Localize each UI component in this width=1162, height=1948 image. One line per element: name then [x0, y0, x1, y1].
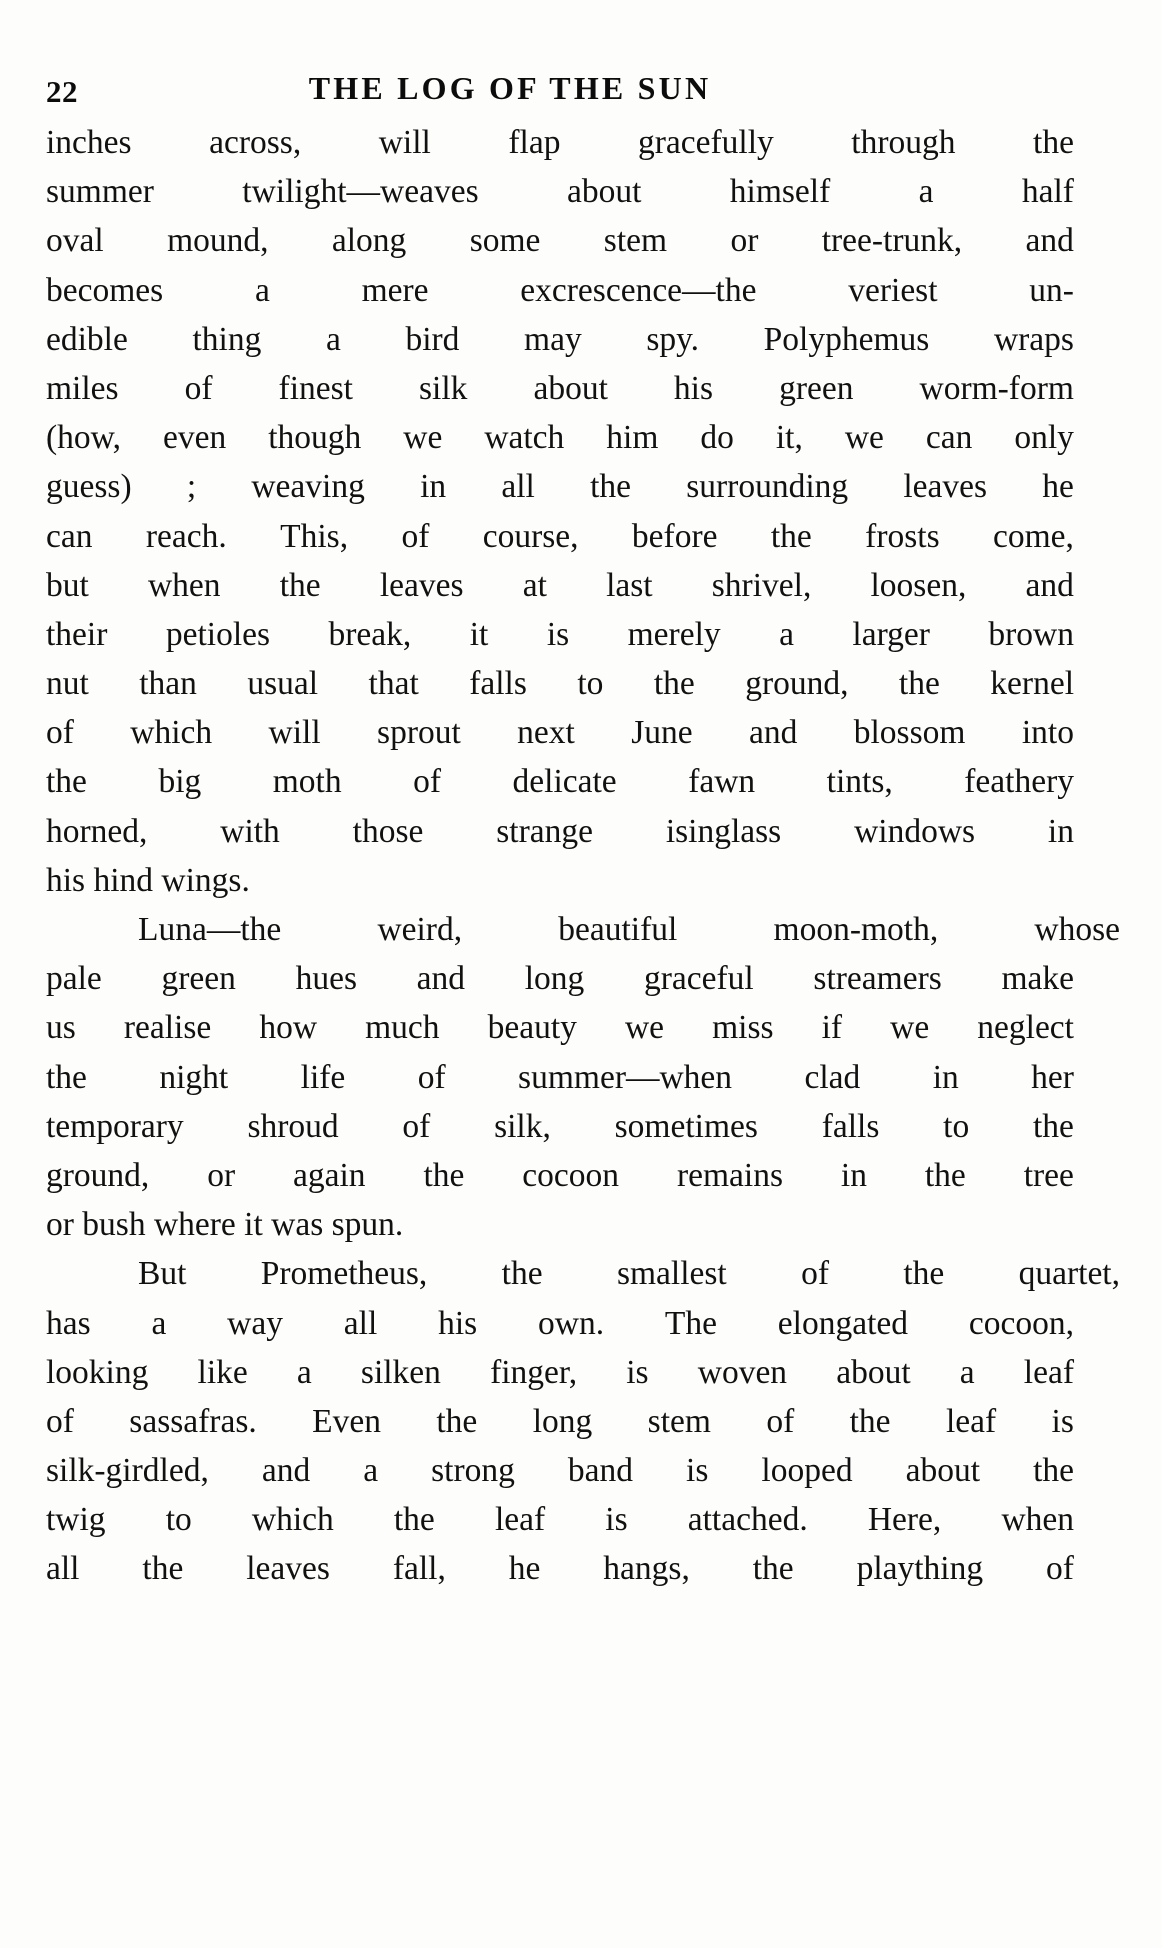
word: about	[566, 173, 642, 211]
word: weaving	[251, 468, 365, 506]
word: woven	[697, 1353, 788, 1391]
text-line	[46, 610, 1074, 659]
word: fall,	[392, 1550, 446, 1588]
text-line	[46, 216, 1074, 265]
word: June	[631, 714, 693, 752]
word: whose	[1034, 911, 1120, 948]
word: a	[325, 320, 341, 358]
word: again	[293, 1156, 366, 1194]
word: surrounding	[686, 468, 849, 506]
word: horned,	[46, 812, 148, 850]
word: we	[890, 1009, 930, 1047]
text-line	[46, 807, 1074, 856]
word: the	[501, 1255, 543, 1293]
word: their	[46, 615, 108, 653]
word: gracefully	[637, 124, 774, 161]
word: night	[159, 1058, 229, 1096]
word: smallest	[616, 1255, 727, 1293]
word: elongated	[777, 1304, 909, 1342]
text-line	[92, 905, 1120, 954]
word: brown	[988, 615, 1074, 653]
word: ground,	[745, 665, 849, 703]
word: miles	[46, 369, 119, 407]
word: larger	[852, 615, 930, 653]
word: leaves	[903, 468, 988, 506]
word: make	[1001, 960, 1074, 998]
word: a	[254, 271, 270, 309]
word: and	[1025, 566, 1074, 604]
word: it,	[775, 419, 803, 457]
word: hues	[295, 960, 357, 998]
word: moon-moth,	[773, 911, 939, 948]
word: in	[932, 1058, 959, 1096]
word: bird	[405, 320, 460, 358]
word: much	[365, 1009, 440, 1047]
word: leaves	[246, 1550, 330, 1588]
word: silk	[419, 369, 468, 407]
text-line	[46, 954, 1074, 1003]
word: cocoon	[522, 1156, 620, 1194]
word: silken	[360, 1353, 441, 1391]
word: quartet,	[1018, 1255, 1120, 1293]
word: into	[1021, 714, 1074, 752]
word: the	[903, 1255, 945, 1293]
paragraph	[46, 118, 1086, 905]
word: the	[1032, 1107, 1074, 1145]
word: big	[158, 763, 202, 801]
word: a	[151, 1304, 167, 1342]
word: that	[368, 665, 419, 703]
word: next	[517, 714, 575, 752]
word: the	[898, 665, 940, 703]
word: the	[46, 1058, 87, 1096]
word: of	[413, 763, 442, 801]
word: neglect	[977, 1009, 1074, 1047]
word: his	[673, 369, 714, 407]
word: has	[46, 1304, 91, 1342]
word: spy.	[646, 320, 700, 358]
text-line	[46, 708, 1074, 757]
word: inches	[46, 124, 132, 161]
word: moth	[272, 763, 342, 801]
word: to	[577, 665, 604, 703]
text-line	[46, 1053, 1074, 1102]
word: Prometheus,	[260, 1255, 428, 1293]
word: guess)	[46, 468, 132, 506]
word: of	[184, 369, 213, 407]
word: kernel	[990, 665, 1074, 703]
word: of	[46, 1402, 74, 1440]
word: the	[1033, 1452, 1074, 1490]
word: the	[46, 763, 87, 801]
word: a	[363, 1452, 379, 1490]
word: mere	[361, 271, 429, 309]
text-line	[46, 1102, 1074, 1151]
text-line	[46, 1299, 1074, 1348]
word: leaf	[945, 1402, 997, 1440]
word: can	[46, 517, 93, 555]
word: clad	[804, 1058, 861, 1096]
word: is	[605, 1501, 628, 1539]
word: Here,	[867, 1501, 942, 1539]
word: leaf	[494, 1501, 546, 1539]
word: This,	[280, 517, 349, 555]
word: falls	[469, 665, 527, 703]
word: like	[197, 1353, 248, 1391]
word: flap	[508, 124, 561, 161]
word: some	[469, 222, 541, 260]
text-line: or bush where it was spun.	[46, 1206, 404, 1244]
word: silk-girdled,	[46, 1452, 209, 1490]
word: with	[220, 812, 280, 850]
word: of	[1046, 1550, 1074, 1588]
word: the	[924, 1156, 966, 1194]
text-line	[46, 364, 1074, 413]
paragraph	[46, 1249, 1120, 1593]
word: about	[533, 369, 608, 407]
word: about	[836, 1353, 911, 1391]
word: fawn	[688, 763, 756, 801]
word: the	[752, 1550, 794, 1588]
word: way	[227, 1304, 283, 1342]
word: to	[943, 1107, 970, 1145]
word: the	[770, 517, 812, 555]
word: remains	[676, 1156, 783, 1194]
word: stem	[647, 1402, 711, 1440]
word: us	[46, 1009, 76, 1047]
word: Even	[312, 1402, 381, 1440]
text-line	[46, 1397, 1074, 1446]
word: long	[524, 960, 585, 998]
word: the	[653, 665, 695, 703]
word: her	[1031, 1058, 1074, 1096]
word: tints,	[826, 763, 893, 801]
text-line	[46, 1003, 1074, 1052]
word: twig	[46, 1501, 106, 1539]
word: do	[700, 419, 734, 457]
word: himself	[729, 173, 831, 211]
word: only	[1014, 419, 1074, 457]
word: along	[331, 222, 407, 260]
word: plaything	[856, 1550, 984, 1588]
word: the	[393, 1501, 435, 1539]
word: usual	[247, 665, 319, 703]
word: the	[1033, 124, 1074, 161]
running-head: THE LOG OF THE SUN	[308, 70, 712, 106]
word: Polyphemus	[763, 320, 930, 358]
word: the	[590, 468, 631, 506]
word: a	[959, 1353, 975, 1391]
word: leaf	[1023, 1353, 1074, 1391]
word: the	[849, 1402, 891, 1440]
word: and	[261, 1452, 311, 1490]
word: own.	[538, 1304, 605, 1342]
word: (how,	[46, 419, 122, 457]
word: leaves	[379, 566, 464, 604]
word: the	[279, 566, 321, 604]
word: edible	[46, 320, 128, 358]
word: weird,	[377, 911, 463, 948]
word: when	[1001, 1501, 1074, 1539]
word: a	[918, 173, 934, 211]
text-line	[46, 1544, 1074, 1593]
text-line	[46, 512, 1074, 561]
word: mound,	[167, 222, 269, 260]
word: attached.	[687, 1501, 808, 1539]
word: looped	[761, 1452, 853, 1490]
word: Luna—the	[138, 911, 282, 948]
word: un-	[1029, 271, 1074, 309]
word: can	[925, 419, 973, 457]
word: isinglass	[665, 812, 782, 850]
word: strong	[431, 1452, 515, 1490]
word: nut	[46, 665, 89, 703]
word: and	[749, 714, 798, 752]
word: thing	[192, 320, 262, 358]
text-line	[46, 266, 1074, 315]
word: cocoon,	[968, 1304, 1074, 1342]
text-line	[92, 1249, 1120, 1298]
text-line	[46, 315, 1074, 364]
word: realise	[123, 1009, 212, 1047]
word: in	[840, 1156, 867, 1194]
word: But	[138, 1255, 187, 1293]
word: sometimes	[614, 1107, 758, 1145]
word: miss	[712, 1009, 774, 1047]
word: of	[46, 714, 74, 752]
word: petioles	[165, 615, 271, 653]
word: the	[423, 1156, 465, 1194]
word: a	[779, 615, 794, 653]
word: the	[436, 1402, 478, 1440]
word: twilight—weaves	[242, 173, 479, 211]
word: is	[546, 615, 570, 653]
word: is	[1051, 1402, 1074, 1440]
word: becomes	[46, 271, 164, 309]
word: green	[161, 960, 236, 998]
word: windows	[854, 812, 976, 850]
word: may	[524, 320, 582, 358]
word: merely	[627, 615, 721, 653]
word: through	[851, 124, 956, 161]
word: he	[1042, 468, 1074, 506]
word: beauty	[487, 1009, 577, 1047]
word: shrivel,	[711, 566, 812, 604]
word: ground,	[46, 1156, 150, 1194]
word: loosen,	[870, 566, 967, 604]
word: oval	[46, 222, 104, 260]
word: before	[631, 517, 718, 555]
word: silk,	[494, 1107, 551, 1145]
word: and	[1025, 222, 1074, 260]
text-line	[46, 413, 1074, 462]
word: course,	[482, 517, 579, 555]
word: strange	[496, 812, 593, 850]
word: half	[1021, 173, 1074, 211]
word: veriest	[848, 271, 938, 309]
text-line: his hind wings.	[46, 861, 250, 899]
word: his	[438, 1304, 478, 1342]
word: all	[501, 468, 535, 506]
word: finger,	[490, 1353, 578, 1391]
word: falls	[821, 1107, 880, 1145]
word: The	[664, 1304, 717, 1342]
word: sassafras.	[129, 1402, 257, 1440]
word: he	[508, 1550, 541, 1588]
word: worm-form	[919, 369, 1074, 407]
word: tree-trunk,	[821, 222, 963, 260]
page-header	[0, 34, 1162, 109]
word: will	[378, 124, 431, 161]
word: pale	[46, 960, 102, 998]
word: of	[417, 1058, 446, 1096]
word: if	[821, 1009, 843, 1047]
word: long	[532, 1402, 593, 1440]
word: delicate	[512, 763, 617, 801]
word: feathery	[964, 763, 1074, 801]
word: shroud	[247, 1107, 339, 1145]
word: the	[142, 1550, 184, 1588]
word: summer—when	[518, 1058, 733, 1096]
word: is	[686, 1452, 709, 1490]
word: all	[343, 1304, 378, 1342]
word: though	[268, 419, 362, 457]
word: of	[402, 1107, 431, 1145]
word: temporary	[46, 1107, 184, 1145]
text-line	[46, 1446, 1074, 1495]
word: or	[730, 222, 759, 260]
word: of	[801, 1255, 829, 1293]
word: will	[268, 714, 321, 752]
word: reach.	[145, 517, 227, 555]
text-line	[46, 118, 1074, 167]
word: last	[606, 566, 653, 604]
word: life	[300, 1058, 346, 1096]
word: a	[296, 1353, 312, 1391]
word: which	[251, 1501, 334, 1539]
word: him	[606, 419, 659, 457]
word: break,	[328, 615, 412, 653]
word: when	[147, 566, 221, 604]
word: ;	[186, 468, 197, 506]
text-line	[46, 462, 1074, 511]
word: green	[779, 369, 854, 407]
word: at	[522, 566, 547, 604]
word: but	[46, 566, 89, 604]
text-line	[46, 1495, 1074, 1544]
word: in	[420, 468, 447, 506]
word: in	[1047, 812, 1074, 850]
text-line	[46, 757, 1074, 806]
word: hangs,	[603, 1550, 690, 1588]
word: tree	[1023, 1156, 1074, 1194]
word: even	[163, 419, 227, 457]
word: of	[766, 1402, 795, 1440]
word: sprout	[377, 714, 461, 752]
word: how	[259, 1009, 318, 1047]
page-body	[46, 118, 1120, 1594]
word: excrescence—the	[520, 271, 757, 309]
text-line	[46, 1151, 1074, 1200]
word: about	[905, 1452, 981, 1490]
word: it	[469, 615, 489, 653]
word: we	[624, 1009, 665, 1047]
word: or	[207, 1156, 236, 1194]
word: all	[46, 1550, 80, 1588]
word: of	[401, 517, 430, 555]
word: we	[844, 419, 884, 457]
text-line	[46, 167, 1074, 216]
word: streamers	[813, 960, 942, 998]
word: frosts	[865, 517, 940, 555]
word: stem	[603, 222, 668, 260]
word: we	[403, 419, 443, 457]
word: and	[416, 960, 466, 998]
word: which	[130, 714, 213, 752]
word: summer	[46, 173, 154, 211]
word: is	[626, 1353, 649, 1391]
word: watch	[484, 419, 565, 457]
word: blossom	[853, 714, 966, 752]
word: those	[352, 812, 424, 850]
word: than	[139, 665, 197, 703]
page-number: 22	[46, 74, 78, 109]
text-line	[46, 659, 1074, 708]
word: beautiful	[558, 911, 678, 948]
word: wraps	[993, 320, 1074, 358]
word: come,	[993, 517, 1074, 555]
word: across,	[209, 124, 302, 161]
paragraph	[46, 905, 1120, 1249]
text-line	[46, 1348, 1074, 1397]
word: looking	[46, 1353, 149, 1391]
word: graceful	[643, 960, 754, 998]
text-line	[46, 561, 1074, 610]
word: to	[165, 1501, 192, 1539]
word: finest	[278, 369, 353, 407]
word: band	[567, 1452, 634, 1490]
